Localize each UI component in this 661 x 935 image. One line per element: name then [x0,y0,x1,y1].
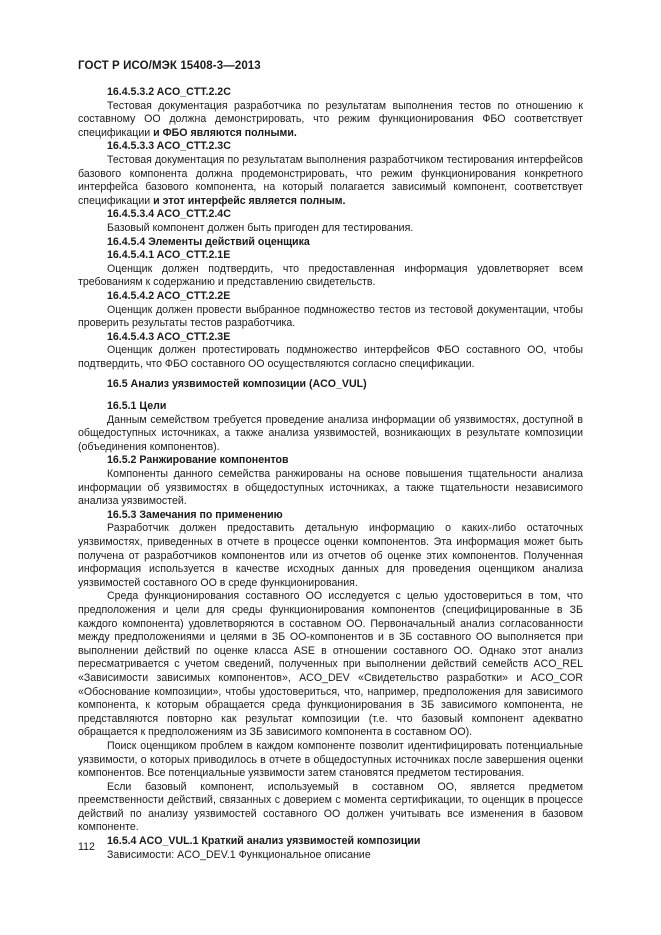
clause-heading: 16.4.5.4.2 ACO_CTT.2.2E [107,289,231,302]
clause-heading: 16.5.2 Ранжирование компонентов [107,454,289,467]
paragraph: Оценщик должен протестировать подмножество интерфейсов ФБО составного ОО, чтобы подтвердить, что ФБО составного ОО осуществляются согласно спецификации. [78,344,583,370]
paragraph: Зависимости: ACO_DEV.1 Функциональное описание [107,848,371,861]
clause-heading: 16.4.5.3.4 ACO_CTT.2.4C [107,208,231,221]
paragraph: Среда функционирования составного ОО исследуется с целью удостовериться в том, что предположения и цели для среды функционирования компонентов (специфицированные в ЗБ каждого компонента) удовлетворяются в составном ОО. Первоначальный анализ согласованности между предположениями и целями в ЗБ ОО-компонентов и в ЗБ составного ОО выполняется при выполнении действий по оценке класса ASE в отношении составного ОО. Однако этот анализ пересматривается с учетом сведений, полученных при выполнении действий семейств ACO_REL «Зависимости зависимых компонентов», ACO_DEV «Свидетельство разработки» и ACO_COR «Обоснование композиции», чтобы удостовериться, что, например, предположения для зависимого компонента, к которым обращается среда функционирования в ЗБ зависимого компонента, не представляются повторно как результат композиции (т.е. что базовый компонент адекватно обращается к предположениям из ЗБ зависимого компонента в составном ОО). [78,590,583,739]
clause-heading: 16.5.4 ACO_VUL.1 Краткий анализ уязвимостей композиции [107,835,421,848]
paragraph: Данным семейством требуется проведение анализа информации об уязвимостях, доступной в общедоступных источниках, а также анализа уязвимостей, возникающих в результате композиции (объединения компонентов). [78,413,583,453]
clause-heading: 16.4.5.3.2 ACO_CTT.2.2C [107,86,231,98]
page-body [78,86,583,862]
clause-heading: 16.4.5.4 Элементы действий оценщика [107,235,310,248]
section-heading: 16.5 Анализ уязвимостей композиции (ACO_VUL) [107,378,367,391]
clause-heading: 16.4.5.3.3 ACO_CTT.2.3C [107,140,231,153]
paragraph: Тестовая документация по результатам выполнения разработчиком тестирования интерфейсов базового компонента должна продемонстрировать, что режим функционирования конкретного интерфейса базового компонента, на который полагается зависимый компонент, соответствует спецификации и этот интерфейс является полным. [78,153,583,207]
page-number: 112 [78,841,95,853]
paragraph: Оценщик должен провести выбранное подмножество тестов из тестовой документации, чтобы проверить результаты тестов разработчика. [78,303,583,330]
paragraph: Разработчик должен предоставить детальную информацию о каких-либо остаточных уязвимостях, приведенных в отчете в процессе оценки компонентов. Эта информация может быть получена от разработчиков компонентов или из отчетов об оценке этих компонентов. Полученная информация используется в качестве исходных данных для проведения оценщиком анализа уязвимостей составного ОО в среде функционирования. [78,522,583,589]
paragraph: Компоненты данного семейства ранжированы на основе повышения тщательности анализа информации об уязвимостях в общедоступных источниках, а также тщательности независимого анализа уязвимостей. [78,468,583,508]
paragraph: Если базовый компонент, используемый в составном ОО, является предметом преемственности действий, связанных с доверием с момента сертификации, то оценщик в процессе действий по анализу уязвимостей составного ОО должен учитывать все изменения в базовом компоненте. [78,780,583,834]
clause-heading: 16.4.5.4.3 ACO_CTT.2.3E [107,330,231,343]
paragraph: Оценщик должен подтвердить, что предоставленная информация удовлетворяет всем требованиям к содержанию и представлению свидетельств. [78,262,583,289]
paragraph: Тестовая документация разработчика по результатам выполнения тестов по отношению к составному ОО должна демонстрировать, что режим функционирования ФБО соответствует спецификации и ФБО являются полными. [78,99,583,139]
paragraph: Поиск оценщиком проблем в каждом компоненте позволит идентифицировать потенциальные уязвимости, о которых приводилось в отчете в общедоступных источниках после завершения оценки компонентов. Все потенциальные уязвимости затем становятся предметом тестирования. [78,739,583,780]
paragraph: Базовый компонент должен быть пригоден для тестирования. [107,221,414,234]
clause-heading: 16.5.3 Замечания по применению [107,508,283,521]
clause-heading: 16.4.5.4.1 ACO_CTT.2.1E [107,249,231,262]
clause-heading: 16.5.1 Цели [107,400,167,413]
running-header: ГОСТ Р ИСО/МЭК 15408-3—2013 [78,60,261,72]
